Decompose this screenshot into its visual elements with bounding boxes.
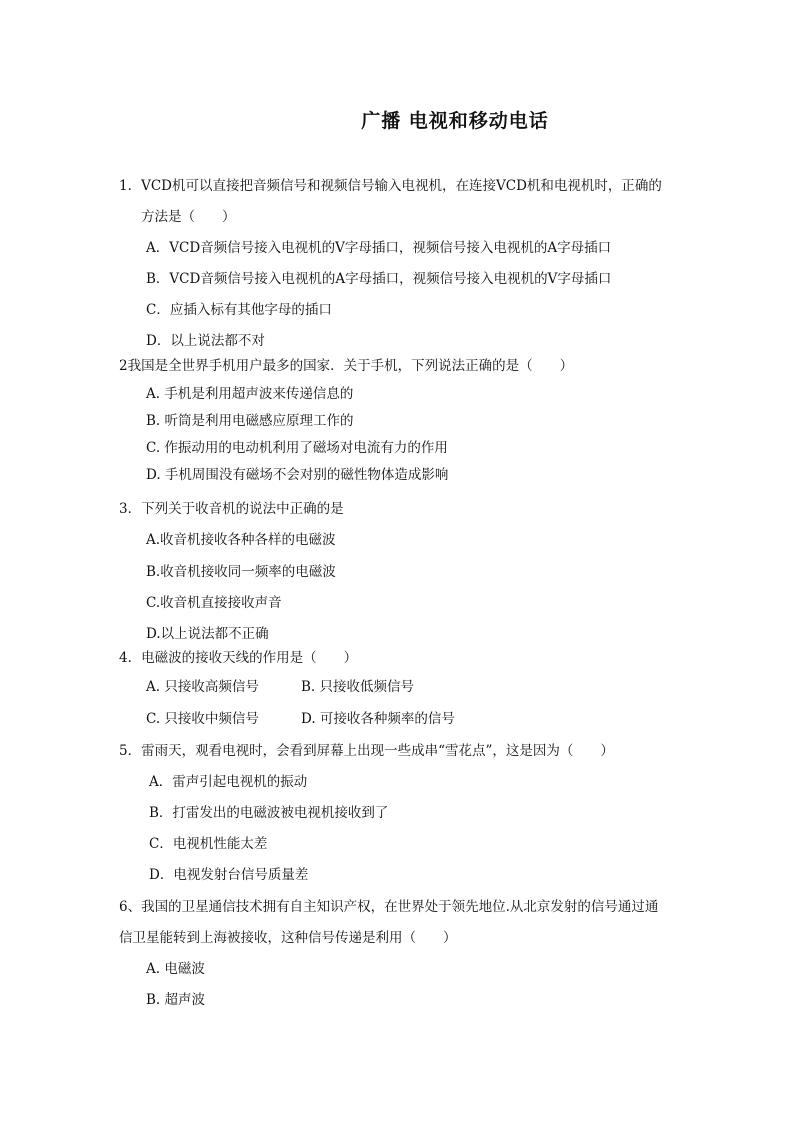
question-2-option-a: A. 手机是利用超声波来传递信息的	[146, 386, 354, 402]
question-3-option-d: D.以上说法都不正确	[146, 626, 269, 642]
question-4-option-b: B. 只接收低频信号	[301, 679, 415, 695]
question-3-option-b: B.收音机接收同一频率的电磁波	[146, 564, 336, 580]
question-2-option-c: C. 作振动用的电动机利用了磁场对电流有力的作用	[146, 440, 448, 456]
question-5-option-b: B．打雷发出的电磁波被电视机接收到了	[149, 805, 389, 821]
question-4-option-a: A. 只接收高频信号	[146, 679, 259, 695]
question-4-option-d: D. 可接收各种频率的信号	[301, 711, 455, 727]
question-6-stem: 6、我国的卫星通信技术拥有自主知识产权，在世界处于领先地位.从北京发射的信号通过通	[119, 899, 659, 915]
question-5-option-a: A．雷声引起电视机的振动	[149, 774, 308, 790]
question-3-stem: 3．下列关于收音机的说法中正确的是	[119, 501, 344, 517]
page-title: 广播 电视和移动电话	[361, 110, 549, 132]
question-1-option-a: A．VCD音频信号接入电视机的V字母插口，视频信号接入电视机的A字母插口	[146, 240, 612, 256]
question-6-stem-cont: 信卫星能转到上海被接收，这种信号传递是利用（ ）	[119, 930, 457, 946]
question-5-option-c: C．电视机性能太差	[149, 836, 268, 852]
question-5-stem: 5．雷雨天，观看电视时，会看到屏幕上出现一些成串“雪花点”，这是因为（ ）	[119, 743, 614, 759]
question-1-stem: 1．VCD机可以直接把音频信号和视频信号输入电视机，在连接VCD机和电视机时，正确的	[119, 178, 662, 194]
question-2-option-b: B. 听筒是利用电磁感应原理工作的	[146, 413, 354, 429]
question-6-option-b: B. 超声波	[146, 992, 206, 1008]
question-4-stem: 4．电磁波的接收天线的作用是（ ）	[119, 650, 358, 666]
question-1-option-c: C．应插入标有其他字母的插口	[146, 302, 332, 318]
question-1-stem-cont: 方法是（ ）	[141, 209, 236, 225]
question-1-option-b: B．VCD音频信号接入电视机的A字母插口，视频信号接入电视机的V字母插口	[146, 271, 612, 287]
question-4-option-c: C. 只接收中频信号	[146, 711, 259, 727]
question-6-option-a: A. 电磁波	[146, 961, 205, 977]
question-2-option-d: D. 手机周围没有磁场不会对别的磁性物体造成影响	[146, 467, 449, 483]
question-3-option-c: C.收音机直接接收声音	[146, 595, 282, 611]
question-5-option-d: D．电视发射台信号质量差	[149, 867, 309, 883]
question-2-stem: 2我国是全世界手机用户最多的国家．关于手机，下列说法正确的是（ ）	[119, 358, 574, 374]
question-1-option-d: D．以上说法都不对	[146, 333, 265, 349]
question-3-option-a: A.收音机接收各种各样的电磁波	[146, 532, 336, 548]
